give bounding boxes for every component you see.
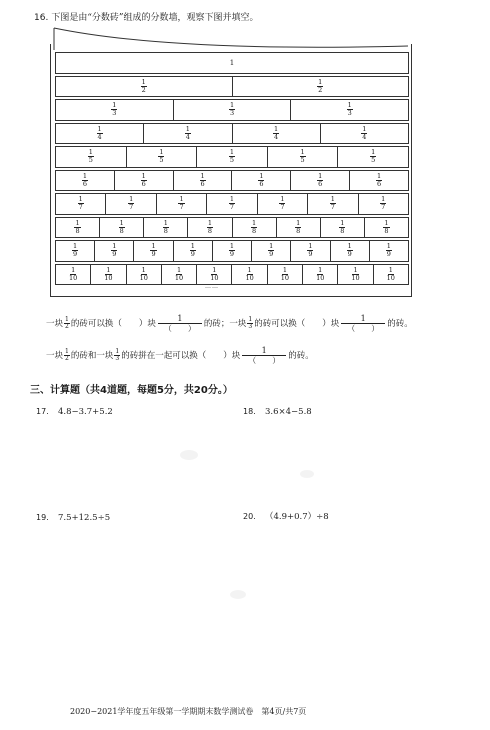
denominator-blank[interactable]: （ ） <box>248 356 281 365</box>
brick-fraction <box>376 173 382 188</box>
numerator: 1 <box>212 265 217 274</box>
fraction-brick <box>55 146 126 168</box>
numerator: 1 <box>112 101 117 110</box>
fraction-brick <box>143 123 231 145</box>
wall-row-2 <box>55 76 409 98</box>
denominator: 8 <box>207 226 212 235</box>
brick-fraction <box>163 220 169 235</box>
brick-fraction <box>347 102 353 117</box>
brick-fraction <box>317 79 323 94</box>
denominator-blank[interactable]: （ ） <box>347 324 380 333</box>
brick-fraction <box>317 173 323 188</box>
scan-smudge <box>230 590 246 599</box>
fraction-brick <box>55 217 99 239</box>
fraction-brick <box>55 264 90 286</box>
fraction-brick <box>206 193 256 215</box>
numerator: 1 <box>229 148 235 157</box>
numerator: 1 <box>248 315 253 323</box>
numerator: 1 <box>388 265 393 274</box>
denominator: 2 <box>65 355 69 362</box>
brick-fraction <box>229 149 235 164</box>
brick-fraction <box>229 196 235 211</box>
denominator: 7 <box>381 203 386 212</box>
denominator: 6 <box>141 179 146 188</box>
denominator: 9 <box>151 250 156 259</box>
brick-fraction <box>174 267 184 282</box>
brick-fraction <box>244 267 254 282</box>
numerator: 1 <box>115 347 120 355</box>
fraction-brick <box>173 170 232 192</box>
text: 的砖可以换（ ）块 <box>70 319 156 329</box>
brick-fraction <box>97 126 103 141</box>
brick-fraction <box>300 149 306 164</box>
fraction-brick <box>369 240 409 262</box>
numerator: 1 <box>308 242 313 251</box>
numerator: 1 <box>106 265 111 274</box>
numerator: 1 <box>242 346 286 356</box>
answer-fraction-blank-2[interactable] <box>341 314 385 333</box>
fraction-brick <box>55 52 409 74</box>
fraction-brick <box>267 264 302 286</box>
brick-fraction <box>74 220 80 235</box>
denominator: 10 <box>139 273 148 282</box>
brick-fraction <box>251 220 257 235</box>
denominator: 5 <box>88 156 93 165</box>
fraction-brick <box>94 240 133 262</box>
fraction-brick <box>126 146 197 168</box>
denominator: 3 <box>229 109 235 118</box>
wall-row-4 <box>55 123 409 145</box>
denominator: 8 <box>119 226 124 235</box>
numerator: 1 <box>347 101 352 110</box>
numerator: 1 <box>151 242 156 251</box>
denominator: 3 <box>347 109 352 118</box>
brick-fraction <box>209 267 219 282</box>
denominator: 10 <box>104 273 113 282</box>
denominator: 9 <box>386 250 391 259</box>
brick-fraction <box>68 267 78 282</box>
text: 的砖和一块 <box>70 351 114 361</box>
fraction-brick <box>90 264 125 286</box>
fraction-brick <box>55 193 105 215</box>
numerator: 1 <box>251 218 257 227</box>
denominator: 9 <box>347 250 352 259</box>
numerator: 1 <box>97 124 102 133</box>
fraction-brick <box>196 146 267 168</box>
fraction-wall <box>50 44 412 297</box>
fraction-brick <box>105 193 155 215</box>
numerator: 1 <box>176 265 182 274</box>
fraction-brick <box>173 99 291 121</box>
denominator: 9 <box>269 250 274 259</box>
denominator: 9 <box>308 250 313 259</box>
denominator: 2 <box>65 323 69 330</box>
brick-fraction <box>200 173 206 188</box>
numerator: 1 <box>112 242 117 251</box>
brick-fraction <box>386 243 392 258</box>
brick-fraction <box>370 149 376 164</box>
fraction-brick <box>373 264 409 286</box>
problem-number: 18. <box>243 407 256 416</box>
numerator: 1 <box>159 148 164 157</box>
denominator: 9 <box>112 250 117 259</box>
answer-fraction-blank-3[interactable] <box>242 346 286 365</box>
brick-fraction <box>111 243 117 258</box>
numerator: 1 <box>280 195 285 204</box>
brick-fraction <box>150 243 156 258</box>
question-prompt: 下图是由“分数砖”组成的分数墙，观察下图并填空。 <box>51 13 259 23</box>
denominator: 10 <box>316 273 325 282</box>
numerator: 1 <box>179 195 184 204</box>
denominator: 10 <box>69 273 78 282</box>
brick-fraction <box>350 267 360 282</box>
brick-fraction <box>361 126 367 141</box>
fraction-brick <box>358 193 409 215</box>
fill-in-line-1 <box>46 314 413 333</box>
problem-19 <box>36 513 110 523</box>
denominator: 6 <box>259 179 264 188</box>
denominator: 3 <box>115 355 120 362</box>
fraction-brick <box>231 170 290 192</box>
fraction-brick <box>337 146 409 168</box>
answer-fraction-blank-1[interactable] <box>158 314 202 333</box>
numerator: 1 <box>353 265 358 274</box>
fraction-brick <box>187 217 231 239</box>
numerator: 1 <box>119 218 124 227</box>
fraction-brick <box>55 99 173 121</box>
brick-fraction <box>82 173 88 188</box>
problem-17 <box>36 407 113 417</box>
numerator: 1 <box>318 77 323 86</box>
numerator: 1 <box>141 171 146 180</box>
fraction-brick <box>55 76 232 98</box>
wall-row-6 <box>55 170 409 192</box>
fraction-brick <box>173 240 212 262</box>
denominator: 4 <box>97 132 102 141</box>
text: 的砖拼在一起可以换（ ）块 <box>121 351 241 361</box>
denominator: 9 <box>73 250 78 259</box>
denominator: 7 <box>179 203 184 212</box>
denominator: 8 <box>340 226 345 235</box>
numerator: 1 <box>341 314 385 324</box>
brick-fraction <box>72 243 78 258</box>
numerator: 1 <box>207 218 212 227</box>
fraction-brick <box>231 264 266 286</box>
denominator: 6 <box>376 179 382 188</box>
numerator: 1 <box>381 195 386 204</box>
denominator: 10 <box>280 273 290 282</box>
problem-expression: 4.8−3.7+5.2 <box>58 407 113 417</box>
brick-fraction <box>307 243 313 258</box>
numerator: 1 <box>82 171 87 180</box>
denominator: 2 <box>141 85 146 94</box>
problem-expression: 7.5+12.5÷5 <box>58 513 111 523</box>
text: 的砖可以换（ ）块 <box>254 319 340 329</box>
brick-fraction <box>330 196 336 211</box>
denominator: 6 <box>318 179 323 188</box>
text: 的砖；一块 <box>203 319 247 329</box>
numerator: 1 <box>65 347 69 355</box>
fraction-brick <box>302 264 337 286</box>
brick-fraction <box>268 243 274 258</box>
fraction-brick <box>232 123 320 145</box>
fraction-brick <box>276 217 320 239</box>
brick-fraction <box>207 220 213 235</box>
problem-expression: 3.6×4−5.8 <box>265 407 312 417</box>
problem-number: 17. <box>36 407 49 416</box>
denominator: 6 <box>82 179 87 188</box>
fill-in-line-2 <box>46 346 314 365</box>
numerator: 1 <box>141 265 146 274</box>
fraction-one-third <box>114 349 120 363</box>
scan-smudge <box>180 450 198 460</box>
denominator: 8 <box>75 226 80 235</box>
fraction-brick <box>364 217 409 239</box>
brick-fraction <box>88 149 94 164</box>
denominator: 10 <box>351 273 360 282</box>
numerator: 1 <box>158 314 202 324</box>
numerator: 1 <box>200 171 205 180</box>
fraction-one-half <box>64 349 70 363</box>
fraction-brick <box>196 264 231 286</box>
wall-row-1 <box>55 52 409 74</box>
brick-fraction <box>258 173 264 188</box>
brick-fraction <box>178 196 184 211</box>
brick-fraction <box>119 220 125 235</box>
brick-fraction <box>339 220 345 235</box>
text: 的砖。 <box>288 351 314 361</box>
fraction-brick <box>55 240 94 262</box>
brick-fraction <box>279 196 285 211</box>
denominator: 10 <box>245 273 254 282</box>
brick-fraction <box>386 267 396 282</box>
brick-label: 1 <box>229 58 235 67</box>
brick-fraction <box>185 126 191 141</box>
fraction-brick <box>212 240 251 262</box>
text: 的砖。 <box>387 319 413 329</box>
question-number: 16. <box>34 13 49 23</box>
fraction-brick <box>330 240 369 262</box>
brick-fraction <box>380 196 386 211</box>
numerator: 1 <box>185 124 190 133</box>
numerator: 1 <box>376 171 382 180</box>
numerator: 1 <box>269 242 274 251</box>
numerator: 1 <box>259 171 264 180</box>
numerator: 1 <box>371 148 376 157</box>
fraction-one-half <box>64 317 70 331</box>
brick-fraction <box>295 220 301 235</box>
fraction-brick <box>133 240 172 262</box>
denominator: 2 <box>318 85 323 94</box>
numerator: 1 <box>190 242 195 251</box>
brick-fraction <box>280 267 290 282</box>
wall-row-7 <box>55 193 409 215</box>
denominator: 6 <box>200 179 205 188</box>
denominator: 9 <box>190 250 195 259</box>
brick-fraction <box>229 243 235 258</box>
text: 一块 <box>46 319 64 329</box>
fraction-brick <box>156 193 206 215</box>
brick-fraction <box>111 102 117 117</box>
numerator: 1 <box>362 124 367 133</box>
denominator: 7 <box>129 203 134 212</box>
fraction-brick <box>114 170 173 192</box>
fraction-brick <box>320 123 409 145</box>
brick-fraction <box>128 196 134 211</box>
denominator-blank[interactable]: （ ） <box>163 324 196 333</box>
fraction-brick <box>349 170 409 192</box>
brick-fraction <box>273 126 279 141</box>
page-footer: 2020−2021学年度五年级第一学期期末数学测试卷 第4页/共7页 <box>70 707 307 716</box>
denominator: 7 <box>78 203 83 212</box>
numerator: 1 <box>141 77 146 86</box>
brick-fraction <box>383 220 389 235</box>
numerator: 1 <box>300 148 305 157</box>
numerator: 1 <box>318 171 323 180</box>
denominator: 5 <box>229 156 235 165</box>
fraction-brick <box>290 240 329 262</box>
fraction-brick <box>161 264 196 286</box>
numerator: 1 <box>163 218 168 227</box>
fraction-brick <box>337 264 372 286</box>
numerator: 1 <box>340 218 345 227</box>
wall-row-9 <box>55 240 409 262</box>
denominator: 3 <box>248 323 253 330</box>
wall-row-5 <box>55 146 409 168</box>
numerator: 1 <box>75 218 80 227</box>
brick-fraction <box>158 149 164 164</box>
denominator: 7 <box>280 203 285 212</box>
fraction-brick <box>290 99 409 121</box>
denominator: 9 <box>229 250 235 259</box>
denominator: 7 <box>229 203 235 212</box>
numerator: 1 <box>229 195 235 204</box>
brick-fraction <box>78 196 84 211</box>
numerator: 1 <box>318 265 323 274</box>
fraction-brick <box>290 170 349 192</box>
numerator: 1 <box>274 124 279 133</box>
denominator: 5 <box>371 156 376 165</box>
problem-number: 20. <box>243 512 256 521</box>
brick-fraction <box>315 267 325 282</box>
fraction-brick <box>232 76 410 98</box>
numerator: 1 <box>88 148 93 157</box>
fraction-brick <box>99 217 143 239</box>
fraction-brick <box>307 193 357 215</box>
fraction-brick <box>55 170 114 192</box>
numerator: 1 <box>65 315 69 323</box>
denominator: 8 <box>251 226 257 235</box>
denominator: 8 <box>163 226 168 235</box>
brick-fraction <box>190 243 196 258</box>
denominator: 7 <box>330 203 335 212</box>
denominator: 10 <box>386 273 395 282</box>
denominator: 4 <box>274 132 279 141</box>
fraction-brick <box>232 217 276 239</box>
denominator: 8 <box>296 226 301 235</box>
denominator: 10 <box>174 273 184 282</box>
denominator: 10 <box>210 273 219 282</box>
fraction-brick <box>143 217 187 239</box>
wall-row-8 <box>55 217 409 239</box>
denominator: 5 <box>159 156 164 165</box>
fraction-brick <box>320 217 364 239</box>
numerator: 1 <box>247 265 252 274</box>
fraction-brick <box>55 123 143 145</box>
problem-18 <box>243 407 312 417</box>
numerator: 1 <box>282 265 287 274</box>
brick-fraction <box>103 267 113 282</box>
numerator: 1 <box>384 218 389 227</box>
fraction-brick <box>257 193 307 215</box>
numerator: 1 <box>330 195 335 204</box>
section-3-heading: 三、计算题（共4道题，每题5分，共20分。） <box>30 385 233 396</box>
fraction-one-third <box>247 317 253 331</box>
brick-fraction <box>141 173 147 188</box>
numerator: 1 <box>386 242 391 251</box>
problem-number: 19. <box>36 513 49 522</box>
denominator: 8 <box>384 226 389 235</box>
numerator: 1 <box>229 101 235 110</box>
text: 一块 <box>46 351 64 361</box>
denominator: 4 <box>185 132 190 141</box>
numerator: 1 <box>347 242 352 251</box>
problem-20 <box>243 510 329 522</box>
brick-fraction <box>139 267 149 282</box>
numerator: 1 <box>78 195 83 204</box>
numerator: 1 <box>129 195 134 204</box>
problem-expression: （4.9+0.7）÷8 <box>265 512 329 522</box>
denominator: 3 <box>112 109 117 118</box>
fraction-brick <box>267 146 338 168</box>
numerator: 1 <box>229 242 235 251</box>
fraction-brick <box>251 240 290 262</box>
numerator: 1 <box>296 218 301 227</box>
wall-ellipsis: …… <box>205 283 219 290</box>
numerator: 1 <box>71 265 76 274</box>
numerator: 1 <box>73 242 78 251</box>
brick-fraction <box>229 102 235 117</box>
wall-row-3 <box>55 99 409 121</box>
fraction-brick <box>126 264 161 286</box>
brick-fraction <box>347 243 353 258</box>
denominator: 4 <box>362 132 367 141</box>
wall-row-10 <box>55 264 409 286</box>
denominator: 5 <box>300 156 305 165</box>
scan-smudge <box>300 470 314 478</box>
brick-fraction <box>141 79 147 94</box>
